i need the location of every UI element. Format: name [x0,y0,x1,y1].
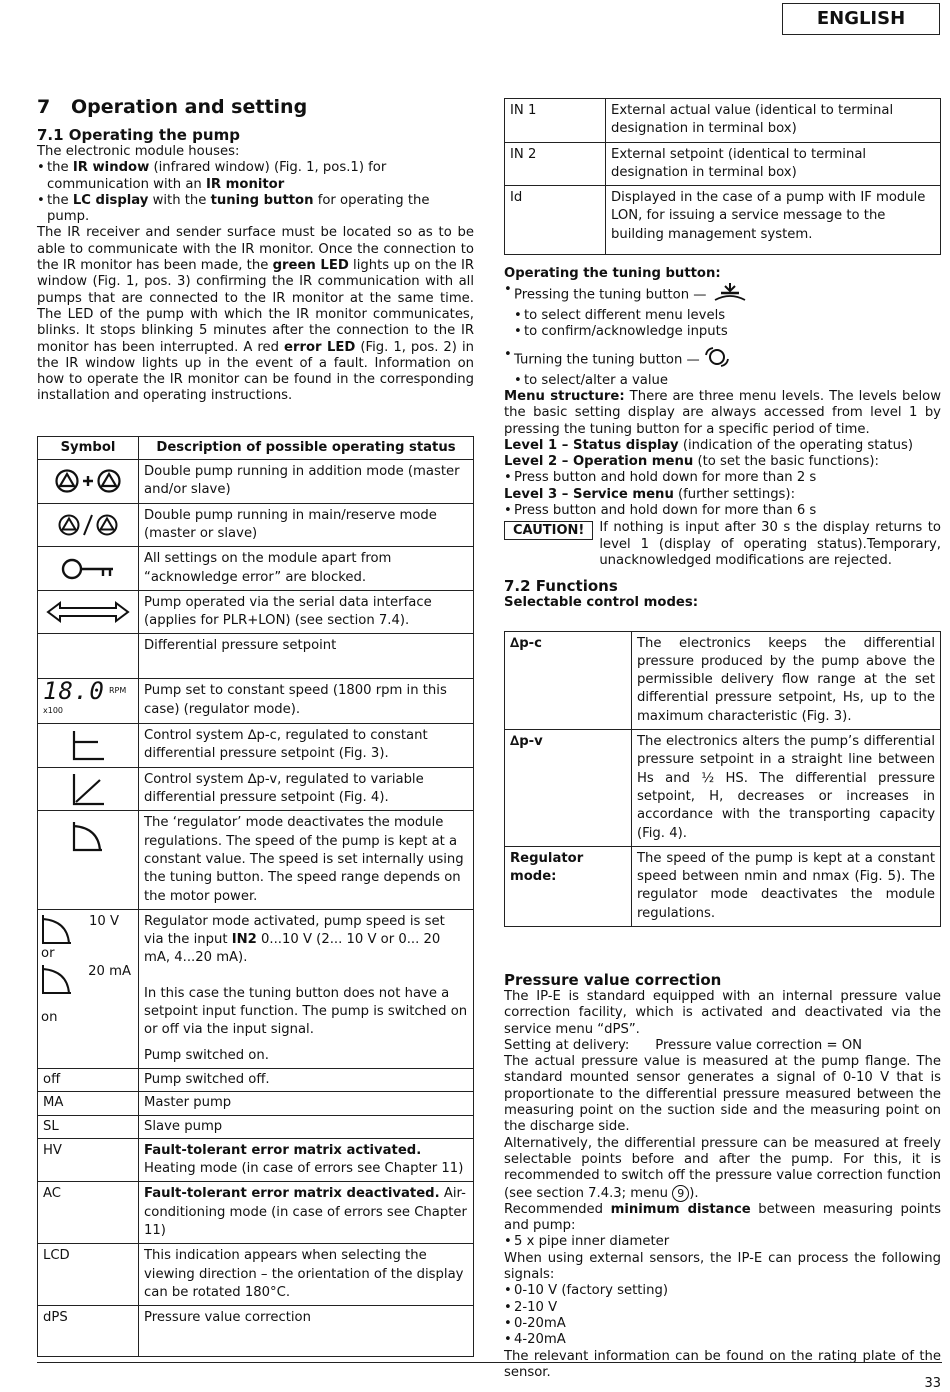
row-description: Slave pump [139,1115,474,1138]
row-description: Master pump [139,1092,474,1115]
table-row [38,724,474,768]
functions-section [504,577,941,927]
on-label: on [41,1010,58,1026]
table-row [505,631,941,729]
delivery-setting: Setting at delivery: Pressure value correction = ON [504,1037,862,1053]
caution-badge: CAUTION! [504,521,593,540]
list-item: • 5 x pipe inner diameter [504,1234,941,1250]
input-description: Displayed in the case of a pump with IF module LON, for issuing a service message to the building management system. [606,186,941,255]
row-description: Fault-tolerant error matrix deactivated. Air-conditioning mode (in case of errors see Chapter 11) [139,1182,474,1244]
tuning-title: Operating the tuning button: [504,266,721,282]
table-row [38,767,474,811]
status-code: LCD [38,1244,139,1306]
row-description: Control system ∆p-c, regulated to constant differential pressure setpoint (Fig. 3). [139,724,474,768]
turn-button-icon [704,347,730,372]
press-button-icon [711,282,749,307]
row-description: Double pump running in main/reserve mode (master or slave) [139,503,474,547]
table-row [38,503,474,547]
subsection-title-7-2: 7.2 Functions [504,577,618,596]
paragraph: Recommended minimum distance between measuring points and pump: [504,1201,941,1234]
table-row [505,186,941,255]
table-row [38,1092,474,1115]
table-row [38,679,474,724]
list-item: • to select/alter a value [504,373,941,389]
status-code: AC [38,1182,139,1244]
row-description: Double pump running in addition mode (master and/or slave) [139,460,474,504]
input-code: Id [505,186,606,255]
menu-structure-text: Menu structure: There are three menu levels. The levels below the basic setting display are always accessed from level 1 by pressing the tuning button for a specific period of time. [504,388,941,437]
serial-interface-arrow-icon [38,590,139,634]
mode-description: The electronics alters the pump’s differential pressure setpoint in a straight line between Hs and ½ HS. The differential pressure setpoint, H, decreases or increases in accordance with the transporting capacity (Fig. 4). [632,730,941,847]
key-lock-icon [38,547,139,591]
description-header: Description of possible operating status [139,436,474,459]
table-row [505,730,941,847]
row-description: Pump set to constant speed (1800 rpm in this case) (regulator mode). [139,679,474,724]
list-item: • Pressing the tuning button — [504,282,941,307]
footer-divider [37,1362,942,1363]
regulator-curve-icon [41,913,73,945]
status-code: off [38,1068,139,1091]
level-3-text: Level 3 – Service menu (further settings): [504,486,796,502]
mode-description: The speed of the pump is kept at a constant speed between nmin and nmax (Fig. 5). The regulator mode deactivates the module regulations. [632,846,941,926]
status-code: HV [38,1138,139,1182]
current-label: 20 mA [88,964,131,980]
list-item: • Turning the tuning button — [504,347,941,372]
input-code-table [504,98,941,255]
table-row [38,590,474,634]
paragraph: When using external sensors, the IP-E can process the following signals: [504,1250,941,1283]
table-row [38,909,474,1068]
mode-name: Regulator mode: [505,846,632,926]
symbol-header: Symbol [38,436,139,459]
external-control-symbol-cell [38,909,139,1068]
pressure-correction-title: Pressure value correction [504,970,722,989]
level-1-text: Level 1 – Status display (indication of the operating status) [504,437,914,453]
right-column [504,98,941,1381]
mode-name: ∆p-c [505,631,632,729]
double-pump-addition-icon [38,460,139,504]
table-row [505,99,941,143]
row-description: The ‘regulator’ mode deactivates the module regulations. The speed of the pump is kept at a constant value. The speed is set internally using the tuning button. The speed range depends on the motor power. [139,811,474,909]
mode-name: ∆p-v [505,730,632,847]
row-description: Control system ∆p-v, regulated to variable differential pressure setpoint (Fig. 4). [139,767,474,811]
symbol-table [37,436,474,1357]
distance-list [504,1234,941,1250]
table-row [38,1182,474,1244]
pressure-correction-section [504,971,941,1381]
regulator-curve-icon [41,963,73,995]
list-item: • 0-20mA [504,1316,941,1332]
regulator-curve-icon [38,811,139,909]
status-code: MA [38,1092,139,1115]
caution-note [504,520,941,569]
table-row [38,811,474,909]
row-description: Pump operated via the serial data interface (applies for PLR+LON) (see section 7.4). [139,590,474,634]
rpm-display-icon [38,679,139,724]
row-description: Fault-tolerant error matrix activated. Heating mode (in case of errors see Chapter 11) [139,1138,474,1182]
dp-v-curve-icon [38,767,139,811]
page-number: 33 [924,1376,941,1391]
section-title: 7 Operation and setting [37,96,308,118]
row-description: Regulator mode activated, pump speed is set via the input IN2 0...10 V (2... 10 V or 0... 20 mA, 4...20 mA). In this case the tuning button does not have a setpoint input function. The pump is switched on or off via the input signal. Pump switched on. [139,909,474,1068]
voltage-label: 10 V [89,913,119,929]
status-code: SL [38,1115,139,1138]
list-item: • 4-20mA [504,1332,941,1348]
table-row [38,460,474,504]
paragraph: Alternatively, the differential pressure can be measured at freely selectable points before and after the pump. For this, it is recommended to switch off the pressure value correction function (see section 7.4.3; menu 9 ). [504,1135,941,1201]
table-row [38,1115,474,1138]
level-3-list [504,503,941,519]
paragraph: The relevant information can be found on the rating plate of the sensor. [504,1348,941,1380]
level-2-list [504,470,941,486]
signals-list [504,1283,941,1348]
row-description: Pump switched off. [139,1068,474,1091]
or-label: or [41,945,55,961]
input-description: External setpoint (identical to terminal designation in terminal box) [606,142,941,186]
table-row [38,1068,474,1091]
press-sub-list [504,308,941,341]
language-label: ENGLISH [782,3,940,35]
control-modes-subtitle: Selectable control modes: [504,595,698,611]
menu-number-badge: 9 [672,1185,689,1202]
level-2-text: Level 2 – Operation menu (to set the basic functions): [504,454,879,470]
setpoint-symbol-cell [38,634,139,679]
caution-text: If nothing is input after 30 s the display returns to level 1 (display of operating status).Temporary, unacknowledged modifications are rejected. [599,520,941,568]
intro-text: The electronic module houses: [37,144,240,159]
turn-list [504,347,941,372]
control-modes-table [504,631,941,927]
paragraph: The IP-E is standard equipped with an internal pressure value correction facility, which is activated and deactivated via the service menu “dPS”. [504,988,941,1037]
row-description: This indication appears when selecting the viewing direction – the orientation of the display can be rotated 180°C. [139,1244,474,1306]
double-pump-main-reserve-icon [38,503,139,547]
row-description: All settings on the module apart from “acknowledge error” are blocked. [139,547,474,591]
table-row [38,634,474,679]
row-description: Differential pressure setpoint [139,634,474,679]
list-item: • Press button and hold down for more than 6 s [504,503,941,519]
list-item: • 0-10 V (factory setting) [504,1283,941,1299]
table-row [38,547,474,591]
rpm-digits: 18.0 [43,677,105,706]
dp-c-curve-icon [38,724,139,768]
table-row [38,1138,474,1182]
table-row [38,1244,474,1306]
mode-description: The electronics keeps the differential pressure produced by the pump above the permissible delivery flow range at the set differential pressure setpoint, Hs, up to the maximum characteristic (Fig. 3). [632,631,941,729]
input-description: External actual value (identical to terminal designation in terminal box) [606,99,941,143]
list-item: • to confirm/acknowledge inputs [504,324,941,340]
left-column [37,95,474,1357]
row-description: Pressure value correction [139,1306,474,1357]
input-code: IN 2 [505,142,606,186]
subsection-title-7-1: 7.1 Operating the pump [37,126,240,144]
paragraph: The actual pressure value is measured at the pump flange. The standard mounted sensor generates a signal of 0-10 V that is proportionate to the differential pressure measured between the measuring point on the suction side and the measuring point on the discharge side. [504,1054,941,1135]
status-code: dPS [38,1306,139,1357]
turn-sub-list [504,373,941,389]
table-row [505,142,941,186]
input-code: IN 1 [505,99,606,143]
table-row [38,1306,474,1357]
list-item: • Press button and hold down for more than 2 s [504,470,941,486]
module-features-list [37,160,474,225]
rpm-unit: RPM x100 [43,686,127,715]
list-item: • 2-10 V [504,1300,941,1316]
list-item: • the IR window (infrared window) (Fig. 1, pos.1) for communication with an IR monitor [37,160,474,193]
press-list [504,282,941,307]
list-item: • to select different menu levels [504,308,941,324]
list-item: • the LC display with the tuning button for operating the pump. [37,193,474,226]
ir-paragraph: The IR receiver and sender surface must be located so as to be able to communicate with the IR monitor. Once the connection to the IR monitor has been made, the green LED lights up on the IR window (Fig. 1, pos. 3) confirming the IR communication with all pumps that are connected to the IR monitor at the same time. The LED of the pump with which the IR monitor communicates, blinks. It stops blinking 5 minutes after the connection to the IR monitor has been interrupted. A red error LED (Fig. 1, pos. 2) in the IR window lights up in the event of a fault. Information on how to operate the IR monitor can be found in the corresponding installation and operating instructions. [37,225,474,404]
tuning-section [504,266,941,569]
table-row [505,846,941,926]
